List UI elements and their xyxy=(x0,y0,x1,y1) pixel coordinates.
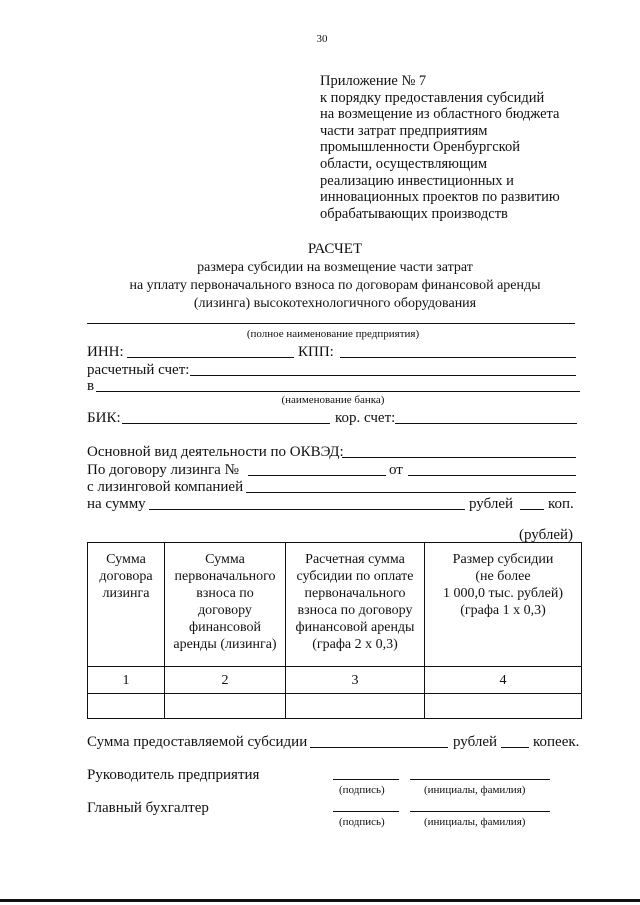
header-cell: Сумма первоначального взноса по договору финансовой аренды (лизинга) xyxy=(165,543,286,667)
table-header-row xyxy=(88,543,582,667)
appendix-line: обрабатывающих производств xyxy=(320,205,508,222)
appendix-line: реализацию инвестиционных и xyxy=(320,172,514,189)
kpp-field[interactable] xyxy=(340,357,576,358)
amount-kop-label: коп. xyxy=(548,496,574,512)
header-cell: Расчетная сумма субсидии по оплате первоначального взноса по договору финансовой аренды (графа 2 х 0,3) xyxy=(286,543,425,667)
okved-label: Основной вид деятельности по ОКВЭД: xyxy=(87,444,344,460)
column-number: 3 xyxy=(286,667,425,694)
bank-caption: (наименование банка) xyxy=(281,394,385,406)
inn-label: ИНН: xyxy=(87,344,124,360)
subtitle-line: (лизинга) высокотехнологичного оборудования xyxy=(193,296,477,311)
appendix-line: на возмещение из областного бюджета xyxy=(320,106,560,123)
table-input-cell[interactable] xyxy=(165,694,286,719)
corr-account-field[interactable] xyxy=(395,423,577,424)
accountant-signature-field[interactable] xyxy=(333,811,399,812)
account-label: расчетный счет: xyxy=(87,362,190,378)
initials-caption: (инициалы, фамилия) xyxy=(424,816,526,828)
accountant-label: Главный бухгалтер xyxy=(87,800,209,816)
subsidy-kop-label: копеек. xyxy=(533,734,580,750)
leasing-company-field[interactable] xyxy=(246,492,576,493)
head-signature-field[interactable] xyxy=(333,779,399,780)
subsidy-rub-field[interactable] xyxy=(310,747,448,748)
table-number-row xyxy=(88,667,582,694)
signature-caption: (подпись) xyxy=(339,816,385,828)
column-number: 2 xyxy=(165,667,286,694)
table-row xyxy=(88,694,582,719)
page-number: 30 xyxy=(316,33,328,45)
appendix-line: области, осуществляющим xyxy=(320,155,488,172)
amount-label: на сумму xyxy=(87,496,146,512)
account-field[interactable] xyxy=(190,375,576,376)
lease-contract-label: По договору лизинга № xyxy=(87,462,239,478)
subsidy-table xyxy=(87,542,582,719)
bik-label: БИК: xyxy=(87,410,121,426)
header-cell: Сумма договора лизинга xyxy=(88,543,165,667)
subtitle-line: на уплату первоначального взноса по договорам финансовой аренды xyxy=(129,278,541,293)
table-input-cell[interactable] xyxy=(286,694,425,719)
table-input-cell[interactable] xyxy=(88,694,165,719)
bank-field[interactable] xyxy=(96,391,580,392)
subsidy-total-label: Сумма предоставляемой субсидии xyxy=(87,734,308,750)
inn-field[interactable] xyxy=(127,357,294,358)
table-unit: (рублей) xyxy=(519,527,574,543)
leasing-company-label: с лизинговой компанией xyxy=(87,479,244,495)
appendix-line: промышленности Оренбургской xyxy=(320,139,520,156)
appendix-line: части затрат предприятиям xyxy=(320,122,488,139)
column-number: 1 xyxy=(88,667,165,694)
scan-edge-divider xyxy=(0,899,640,902)
lease-date-field[interactable] xyxy=(408,475,576,476)
document-title: РАСЧЕТ xyxy=(307,241,363,257)
kpp-label: КПП: xyxy=(298,344,334,360)
lease-date-label: от xyxy=(389,462,403,478)
subtitle-line: размера субсидии на возмещение части затрат xyxy=(197,260,473,275)
bik-field[interactable] xyxy=(122,423,330,424)
bank-prefix-label: в xyxy=(87,378,95,394)
head-label: Руководитель предприятия xyxy=(87,767,260,783)
okved-field[interactable] xyxy=(342,457,576,458)
subsidy-rub-label: рублей xyxy=(453,734,498,750)
header-cell: Размер субсидии (не более 1 000,0 тыс. рублей) (графа 1 х 0,3) xyxy=(425,543,582,667)
appendix-line: инновационных проектов по развитию xyxy=(320,189,560,206)
amount-kop-field[interactable] xyxy=(520,509,544,510)
lease-number-field[interactable] xyxy=(248,475,386,476)
company-caption: (полное наименование предприятия) xyxy=(246,328,420,340)
column-number: 4 xyxy=(425,667,582,694)
appendix-line: к порядку предоставления субсидий xyxy=(320,89,545,106)
signature-caption: (подпись) xyxy=(339,784,385,796)
appendix-line: Приложение № 7 xyxy=(320,73,427,89)
appendix-block xyxy=(320,73,560,222)
subsidy-kop-field[interactable] xyxy=(501,747,529,748)
accountant-initials-field[interactable] xyxy=(410,811,550,812)
corr-account-label: кор. счет: xyxy=(335,410,396,426)
head-initials-field[interactable] xyxy=(410,779,550,780)
company-name-field[interactable] xyxy=(87,323,575,324)
initials-caption: (инициалы, фамилия) xyxy=(424,784,526,796)
table-input-cell[interactable] xyxy=(425,694,582,719)
amount-field[interactable] xyxy=(149,509,465,510)
amount-rub-label: рублей xyxy=(469,496,514,512)
